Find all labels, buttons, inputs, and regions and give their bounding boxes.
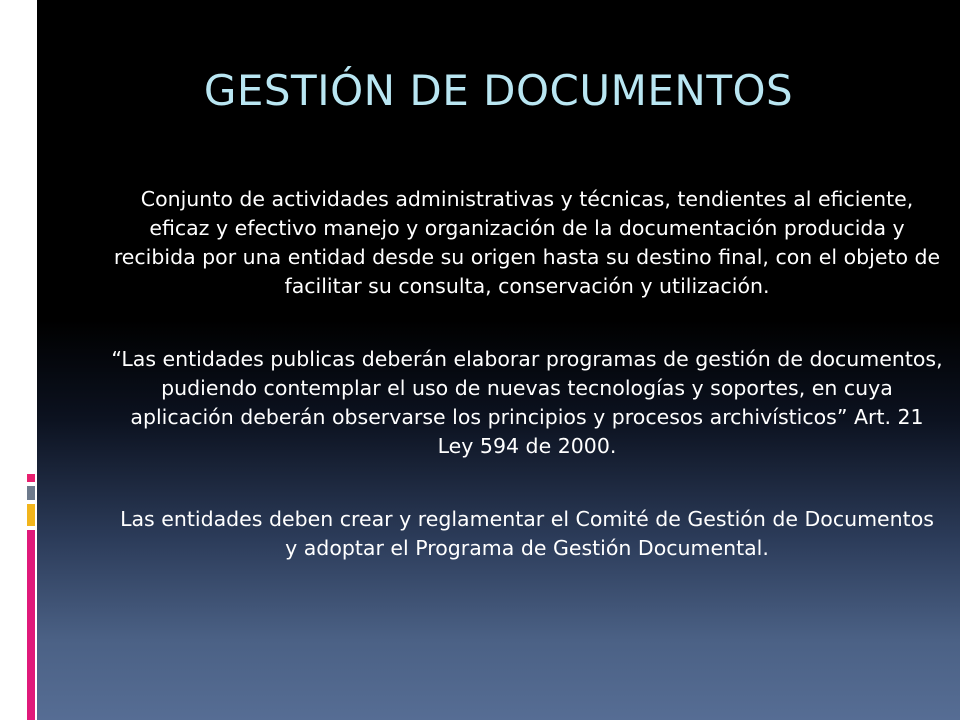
accent-bar-yellow [27, 504, 35, 526]
accent-bar-magenta [27, 530, 35, 720]
paragraph-law-quote: “Las entidades publicas deberán elaborar programas de gestión de documentos, pudiendo contemplar el uso de nuevas tecnologías y soportes, en cuya aplicación deberán observarse los principios y procesos archivísticos” Art. 21 Ley 594 de 2000. [111, 347, 943, 458]
paragraph-committee: Las entidades deben crear y reglamentar el Comité de Gestión de Documentos y adoptar el Programa de Gestión Documental. [120, 507, 934, 560]
slide-title: GESTIÓN DE DOCUMENTOS [203, 66, 794, 115]
paragraph-definition: Conjunto de actividades administrativas y técnicas, tendientes al eficiente, eficaz y efectivo manejo y organización de la documentación producida y recibida por una entidad desde su origen hasta su destino final, con el objeto de facilitar su consulta, conservación y utilización. [113, 187, 941, 298]
accent-bar-gray [27, 486, 35, 500]
left-margin-strip [0, 0, 37, 720]
slide-content [37, 0, 960, 720]
slide-body [111, 185, 943, 563]
accent-bar-top [27, 474, 35, 482]
